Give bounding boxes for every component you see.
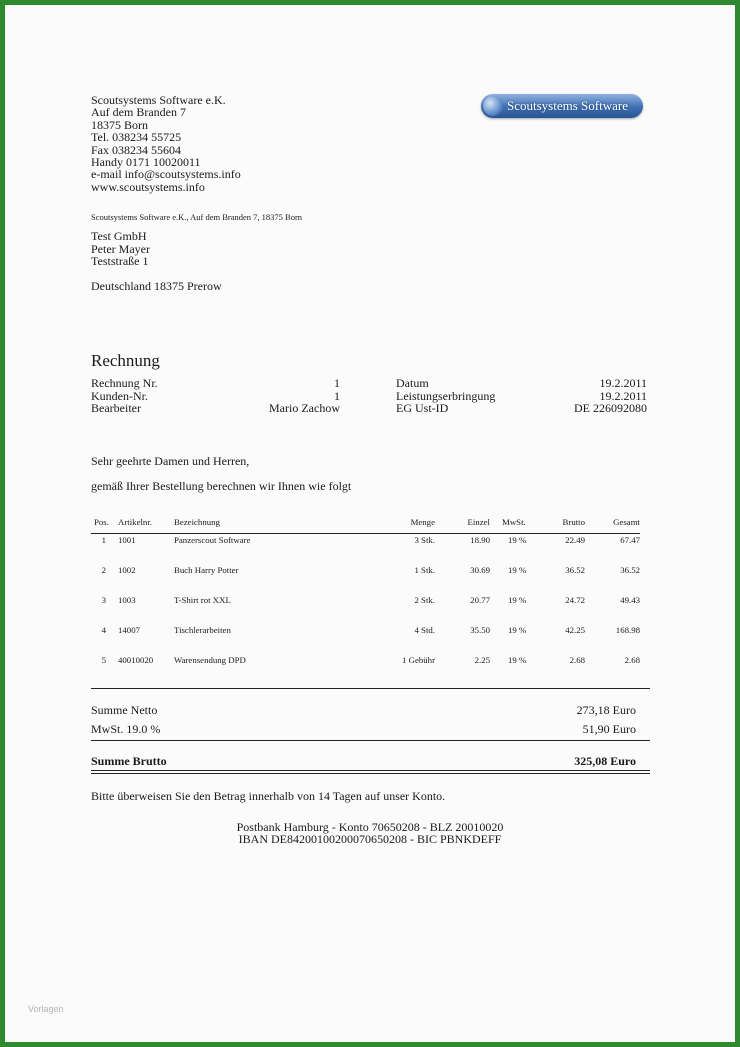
recipient-street: Teststraße 1 xyxy=(91,254,149,268)
cell-artikel: 1003 xyxy=(118,595,136,605)
globe-icon xyxy=(483,96,503,116)
cell-einzel: 2.25 xyxy=(474,655,490,665)
return-address: Scoutsystems Software e.K., Auf dem Branden 7, 18375 Born xyxy=(91,212,303,222)
sender-line: Tel. 038234 55725 xyxy=(91,130,182,145)
meta-value: Mario Zachow xyxy=(269,401,340,415)
cell-pos: 3 xyxy=(101,595,106,605)
cell-bezeichnung: Tischlerarbeiten xyxy=(174,625,231,635)
cell-artikel: 40010020 xyxy=(118,655,154,665)
col-header-brutto: Brutto xyxy=(562,517,585,527)
bank-line-1: Postbank Hamburg - Konto 70650208 - BLZ 20010020 xyxy=(236,820,504,834)
cell-pos: 1 xyxy=(101,535,106,545)
recipient-contact: Peter Mayer xyxy=(91,242,150,256)
cell-mwst: 19 % xyxy=(508,595,527,605)
cell-menge: 1 Gebühr xyxy=(402,655,435,665)
cell-pos: 4 xyxy=(101,625,106,635)
meta-label: Bearbeiter xyxy=(91,401,141,415)
cell-brutto: 36.52 xyxy=(565,565,585,575)
totals-bottom-rule xyxy=(91,770,650,771)
recipient-country-city: Deutschland 18375 Prerow xyxy=(91,279,222,293)
cell-einzel: 18.90 xyxy=(470,535,490,545)
cell-mwst: 19 % xyxy=(508,625,527,635)
invoice-title: Rechnung xyxy=(91,351,160,370)
sender-line: Scoutsystems Software e.K. xyxy=(91,93,226,107)
cell-gesamt: 49.43 xyxy=(620,595,640,605)
table-header-rule xyxy=(91,533,640,534)
sender-address xyxy=(91,94,241,193)
meta-value: DE 226092080 xyxy=(574,401,647,415)
meta-label: Datum xyxy=(396,376,429,390)
recipient-name: Test GmbH xyxy=(91,229,147,243)
cell-gesamt: 2.68 xyxy=(624,655,640,665)
cell-bezeichnung: Warensendung DPD xyxy=(174,655,246,665)
cell-gesamt: 36.52 xyxy=(620,565,640,575)
cell-einzel: 35.50 xyxy=(470,625,490,635)
cell-brutto: 2.68 xyxy=(569,655,585,665)
cell-bezeichnung: Buch Harry Potter xyxy=(174,565,239,575)
sender-line: 18375 Born xyxy=(91,117,148,132)
meta-label: Rechnung Nr. xyxy=(91,376,158,390)
sender-line: Auf dem Branden 7 xyxy=(91,105,186,120)
mwst-value: 51,90 Euro xyxy=(582,722,636,736)
meta-label: EG Ust-ID xyxy=(396,401,449,415)
totals-mid-rule xyxy=(91,740,650,741)
cell-bezeichnung: Panzerscout Software xyxy=(174,535,251,545)
sender-line: www.scoutsystems.info xyxy=(91,179,205,194)
meta-value: 1 xyxy=(334,389,340,403)
cell-menge: 4 Std. xyxy=(414,625,435,635)
cell-menge: 1 Stk. xyxy=(414,565,435,575)
payment-note: Bitte überweisen Sie den Betrag innerhalb von 14 Tagen auf unser Konto. xyxy=(91,789,446,803)
meta-value: 19.2.2011 xyxy=(599,389,647,403)
bank-line-2: IBAN DE84200100200070650208 - BIC PBNKDEFF xyxy=(238,832,502,846)
mwst-label: MwSt. 19.0 % xyxy=(91,722,161,736)
logo-text: Scoutsystems Software xyxy=(507,98,628,113)
cell-brutto: 42.25 xyxy=(565,625,585,635)
meta-value: 1 xyxy=(334,376,340,390)
cell-mwst: 19 % xyxy=(508,565,527,575)
sender-line: Handy 0171 10020011 xyxy=(91,155,201,170)
cell-artikel: 14007 xyxy=(118,625,140,635)
meta-value: 19.2.2011 xyxy=(599,376,647,390)
intro-text: gemäß Ihrer Bestellung berechnen wir Ihnen wie folgt xyxy=(91,479,352,493)
col-header-pos: Pos. xyxy=(94,517,109,527)
cell-mwst: 19 % xyxy=(508,655,527,665)
cell-artikel: 1002 xyxy=(118,565,136,575)
sender-line: e-mail info@scoutsystems.info xyxy=(91,167,241,182)
cell-bezeichnung: T-Shirt rot XXL xyxy=(174,595,231,605)
cell-gesamt: 168.98 xyxy=(615,625,640,635)
watermark-text: Vorlagen xyxy=(28,1004,64,1014)
brutto-value: 325,08 Euro xyxy=(574,754,636,768)
cell-einzel: 30.69 xyxy=(470,565,490,575)
cell-menge: 2 Stk. xyxy=(414,595,435,605)
col-header-menge: Menge xyxy=(410,517,435,527)
totals-bottom-rule-double xyxy=(91,773,650,774)
greeting: Sehr geehrte Damen und Herren, xyxy=(91,454,250,468)
col-header-bezeichnung: Bezeichnung xyxy=(174,517,220,527)
cell-einzel: 20.77 xyxy=(470,595,490,605)
brutto-label: Summe Brutto xyxy=(91,754,167,768)
netto-value: 273,18 Euro xyxy=(576,703,636,717)
meta-label: Kunden-Nr. xyxy=(91,389,148,403)
cell-artikel: 1001 xyxy=(118,535,136,545)
sender-line: Fax 038234 55604 xyxy=(91,142,181,157)
col-header-artikel: Artikelnr. xyxy=(118,517,152,527)
col-header-gesamt: Gesamt xyxy=(613,517,640,527)
netto-label: Summe Netto xyxy=(91,703,158,717)
col-header-mwst: MwSt. xyxy=(502,517,526,527)
cell-gesamt: 67.47 xyxy=(620,535,640,545)
cell-menge: 3 Stk. xyxy=(414,535,435,545)
cell-pos: 5 xyxy=(101,655,106,665)
cell-brutto: 22.49 xyxy=(565,535,585,545)
company-logo xyxy=(481,94,643,118)
cell-brutto: 24.72 xyxy=(565,595,585,605)
cell-pos: 2 xyxy=(101,565,106,575)
col-header-einzel: Einzel xyxy=(467,517,490,527)
meta-label: Leistungserbringung xyxy=(396,389,496,403)
totals-top-rule xyxy=(91,688,650,689)
cell-mwst: 19 % xyxy=(508,535,527,545)
